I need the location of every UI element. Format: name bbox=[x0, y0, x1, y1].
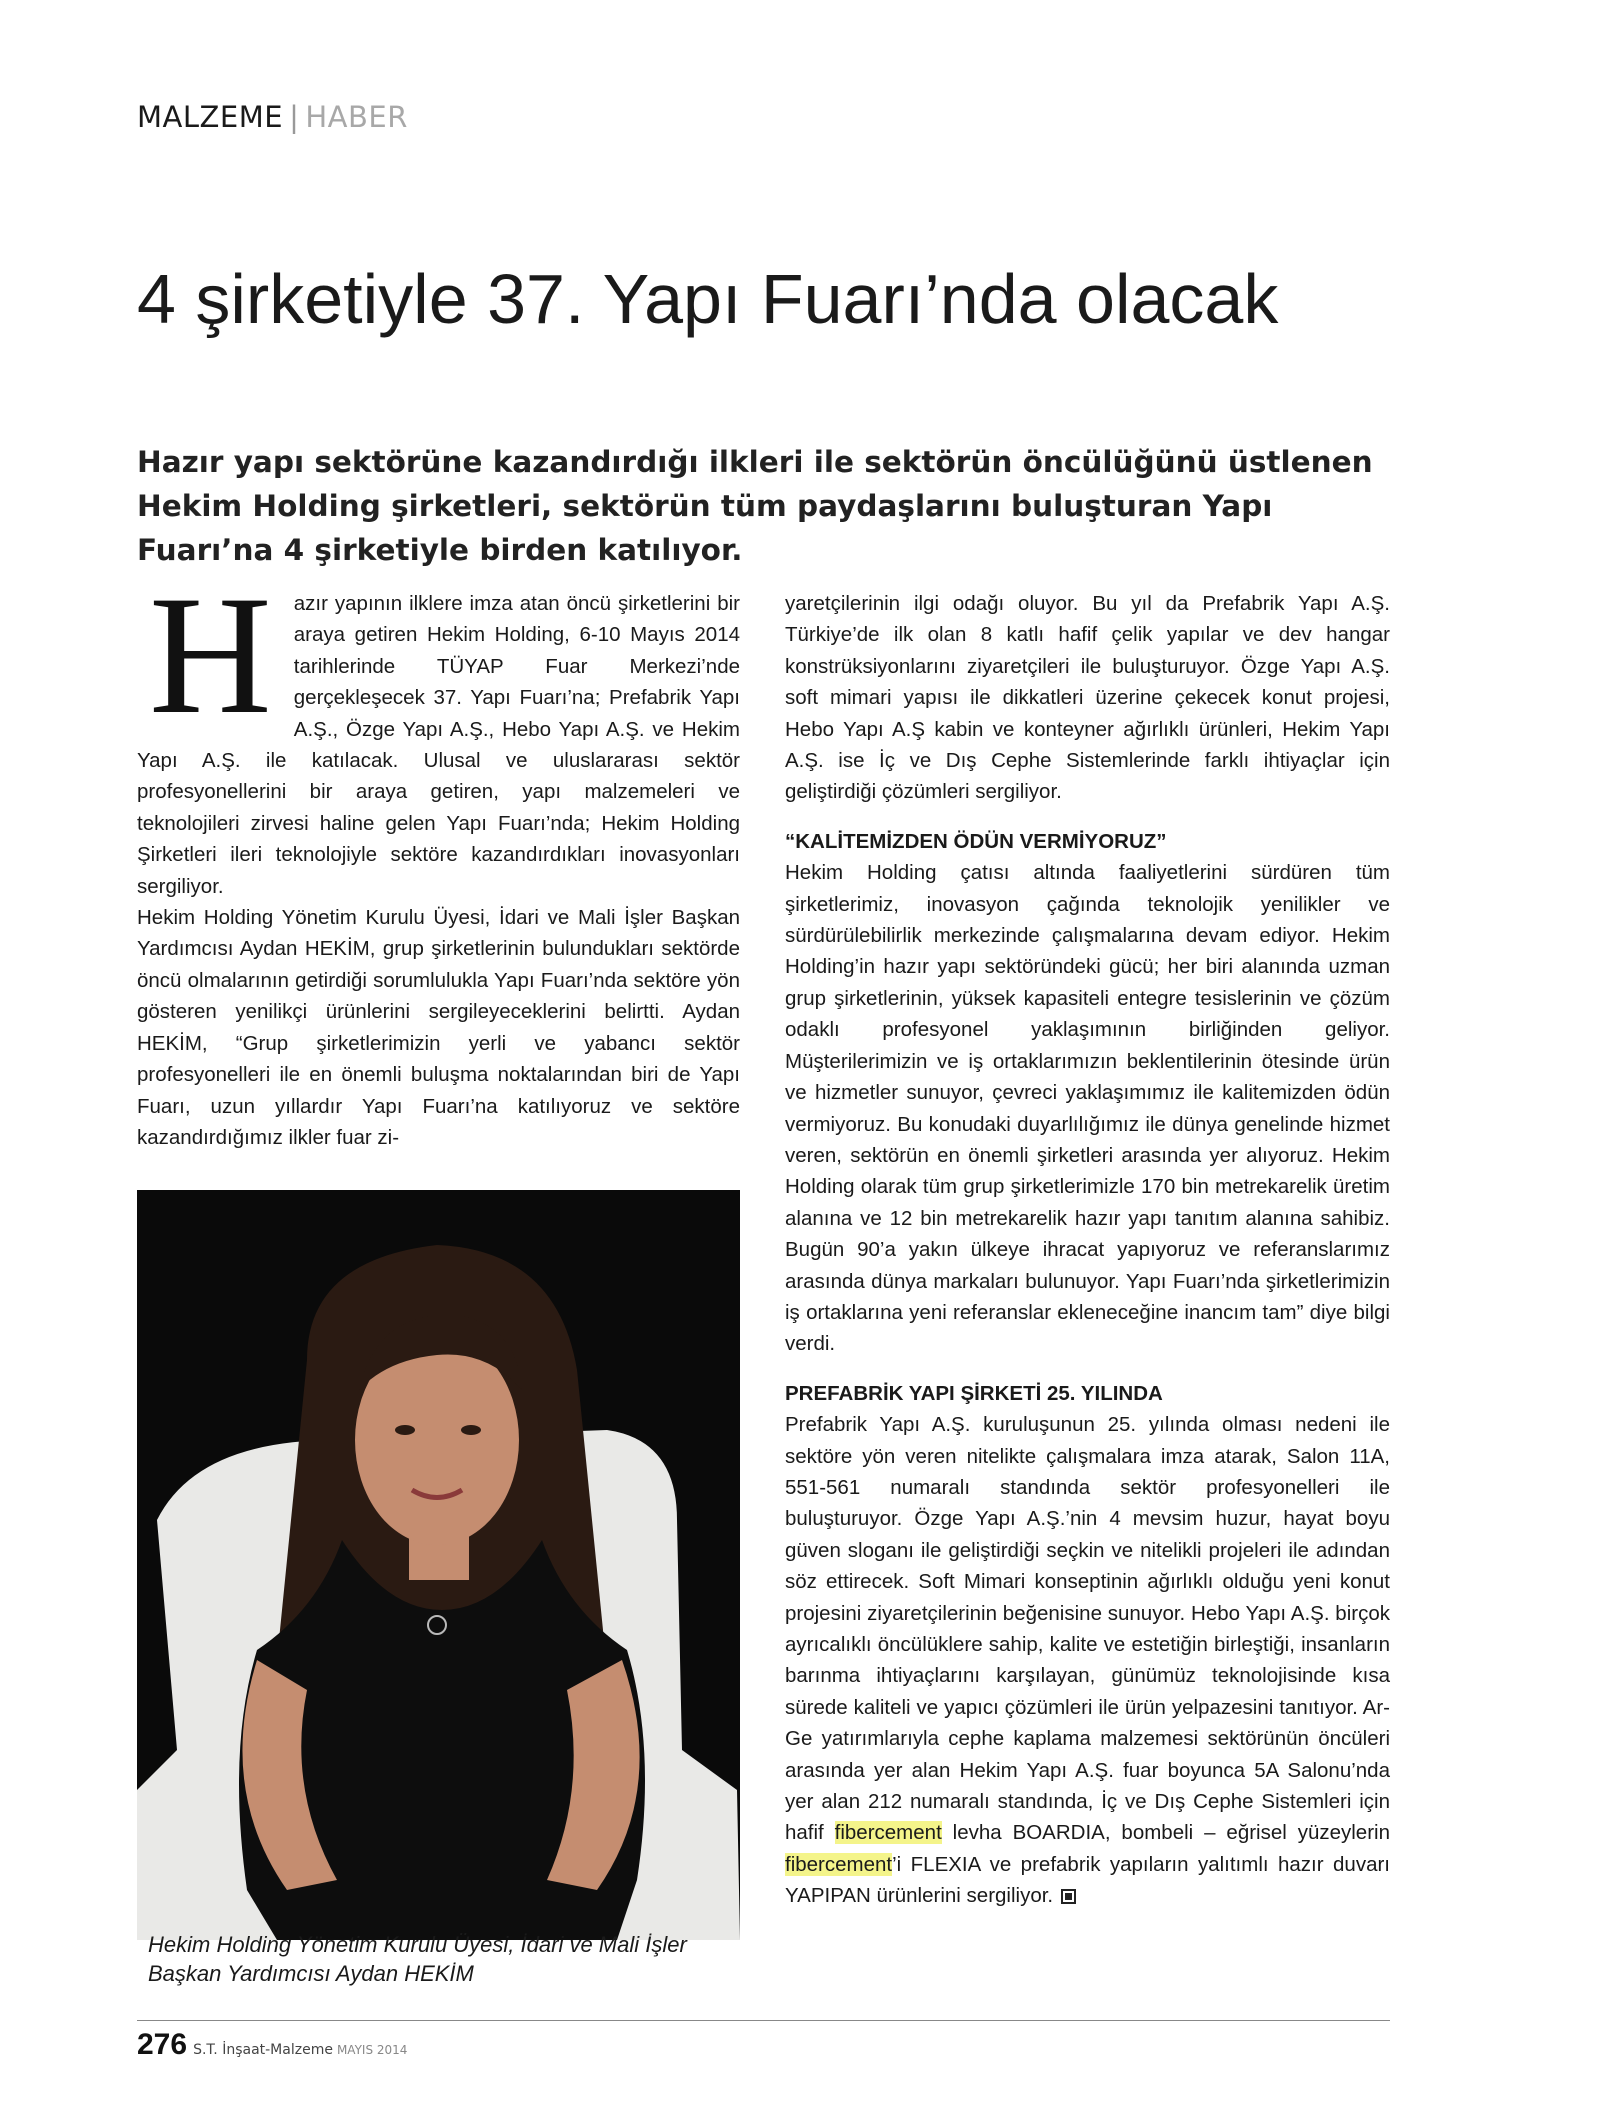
article-column-left bbox=[137, 561, 740, 1153]
paragraph-quote: Hekim Holding Yönetim Kurulu Üyesi, İdari ve Mali İşler Başkan Yardımcısı Aydan HEKİM, grup şirketlerinin bulundukları sektörde öncü olmalarının getirdiği sorumlulukla Yapı Fuarı’nda sektöre yön gösteren yenilikçi ürünlerini sergileyeceklerini belirtti. Aydan HEKİM, “Grup şirketlerimizin yerli ve yabancı sektör profesyonelleri ile en önemli buluşma noktalarından biri de Yapı Fuarı, uzun yıllardır Yapı Fuarı’na katılıyoruz ve sektöre kazandırdığımız ilkler fuar zi- bbox=[137, 906, 740, 1149]
highlighted-term: fibercement bbox=[834, 1821, 942, 1845]
drop-cap: H bbox=[149, 561, 272, 749]
article-lead: Hazır yapı sektörüne kazandırdığı ilkleri ile sektörün öncülüğünü üstlenen Hekim Holding şirketleri, sektörün tüm paydaşlarını buluşturan Yapı Fuarı’na 4 şirketiyle birden katılıyor. bbox=[137, 445, 1373, 567]
paragraph-quality: Hekim Holding çatısı altında faaliyetlerini sürdüren tüm şirketlerimiz, inovasyon çağında teknolojik yenilikler ve sürdürülebilirlik merkezinde çalışmalarına devam ediyor. Hekim Holding’in hazır yapı sektöründeki gücü; her biri alanında uzman grup şirketlerinin, yüksek kapasiteli entegre tesislerinin ve çözüm odaklı profesyonel yaklaşımının birliğinden geliyor. Müşterilerimizin ve iş ortaklarımızın beklentilerinin ötesinde ürün ve hizmetler sunuyor, çevreci yaklaşımımız ile kalitemizden ödün vermiyoruz. Bu konudaki duyarlılığımız ile dünya genelinde hizmet veren, sektörün en önemli şirketleri arasında yer alıyoruz. Hekim Holding olarak tüm grup şirketlerimizle 170 bin metrekarelik üretim alanına ve 12 bin metrekarelik hazır yapı tanıtım alanına sahibiz. Bugün 90’a yakın ülkeye ihracat yapıyoruz ve referanslarımız arasında dünya markaları bulunuyor. Yapı Fuarı’nda şirketlerimizin iş ortaklarına yeni referanslar ekleneceğine inancım tam” diye bilgi verdi. bbox=[785, 861, 1390, 1356]
article-headline: 4 şirketiyle 37. Yapı Fuarı’nda olacak bbox=[137, 260, 1279, 338]
subheading-quality: “KALİTEMİZDEN ÖDÜN VERMİYORUZ” bbox=[785, 829, 1167, 853]
section-separator: | bbox=[289, 100, 300, 134]
paragraph-prefabrik: Prefabrik Yapı A.Ş. kuruluşunun 25. yılında olması nedeni ile sektöre yön veren nitelikte çalışmalara imza atarak, Salon 11A, 551-561 numaralı standında sektör profesyonelleri ile buluşturuyor. Özge Yapı A.Ş.’nin 4 mevsim huzur, hayat boyu güven sloganı ile geliştirdiği seçkin ve nitelikli projeleri ile adından söz ettirecek. Soft Mimari konseptinin ağırlıklı olduğu yeni konut projesini ziyaretçilerinin beğenisine sunuyor. Hebo Yapı A.Ş. birçok ayrıcalıklı öncülüklere sahip, kalite ve estetiğin birleştiği, insanların barınma ihtiyaçlarını karşılayan, günümüz teknolojisinde kısa sürede kaliteli ve yapıcı çözümleri ile ürün yelpazesini tanıtıyor. Ar-Ge yatırımlarıyla cephe kaplama malzemesi sektörünün öncüleri arasında yer alan Hekim Yapı A.Ş. fuar boyunca 5A Salonu’nda yer alan 212 numaralı standında, İç ve Dış Cephe Sistemleri için hafif fibercement levha BOARDIA, bombeli – eğrisel yüzeylerin fibercement’i FLEXIA ve prefabrik yapıların yalıtımlı hazır duvarı YAPIPAN ürünlerini sergiliyor. bbox=[785, 1413, 1390, 1908]
page-number: 276 bbox=[137, 2028, 188, 2061]
section-name: MALZEME bbox=[137, 100, 284, 134]
page-footer bbox=[137, 2028, 407, 2062]
subheading-prefabrik: PREFABRİK YAPI ŞİRKETİ 25. YILINDA bbox=[785, 1381, 1163, 1405]
highlighted-term: fibercement bbox=[785, 1852, 893, 1876]
end-of-article-icon bbox=[1061, 1889, 1076, 1904]
paragraph-continuation: yaretçilerinin ilgi odağı oluyor. Bu yıl da Prefabrik Yapı A.Ş. Türkiye’de ilk olan 8 katlı hafif çelik yapılar ve dev hangar konstrüksiyonlarını ziyaretçileri ile buluşturuyor. Özge Yapı A.Ş. soft mimari yapısı ile dikkatleri üzerine çekecek konut projesi, Hebo Yapı A.Ş kabin ve konteyner ağırlıklı ürünleri, Hekim Yapı A.Ş. ise İç ve Dış Cephe Sistemlerinde farklı ihtiyaçlar için geliştirdiği çözümleri sergiliyor. bbox=[785, 592, 1390, 804]
issue-date: MAYIS 2014 bbox=[336, 2043, 408, 2057]
section-label bbox=[137, 100, 408, 134]
section-category: HABER bbox=[305, 100, 408, 134]
paragraph-intro: azır yapının ilklere imza atan öncü şirketlerini bir araya getiren Hekim Holding, 6-10 Mayıs 2014 tarihlerinde TÜYAP Fuar Merkezi’nde gerçekleşecek 37. Yapı Fuarı’na; Prefabrik Yapı A.Ş., Özge Yapı A.Ş., Hebo Yapı A.Ş. ve Hekim Yapı A.Ş. ile katılacak. Ulusal ve uluslararası sektör profesyonellerini bir araya getiren, yapı malzemeleri ve teknolojileri zirvesi haline gelen Yapı Fuarı’nda; Hekim Holding Şirketleri ileri teknolojiyle sektöre kazandırdıkları inovasyonları sergiliyor. bbox=[137, 592, 740, 898]
footer-divider bbox=[137, 2020, 1390, 2021]
article-column-right bbox=[785, 588, 1390, 1912]
magazine-name: S.T. İnşaat-Malzeme bbox=[193, 2042, 333, 2058]
portrait-photo bbox=[137, 1190, 740, 1940]
portrait-illustration bbox=[137, 1190, 740, 1940]
photo-caption: Hekim Holding Yönetim Kurulu Üyesi, İdari ve Mali İşler Başkan Yardımcısı Aydan HEKİM bbox=[148, 1932, 687, 1986]
